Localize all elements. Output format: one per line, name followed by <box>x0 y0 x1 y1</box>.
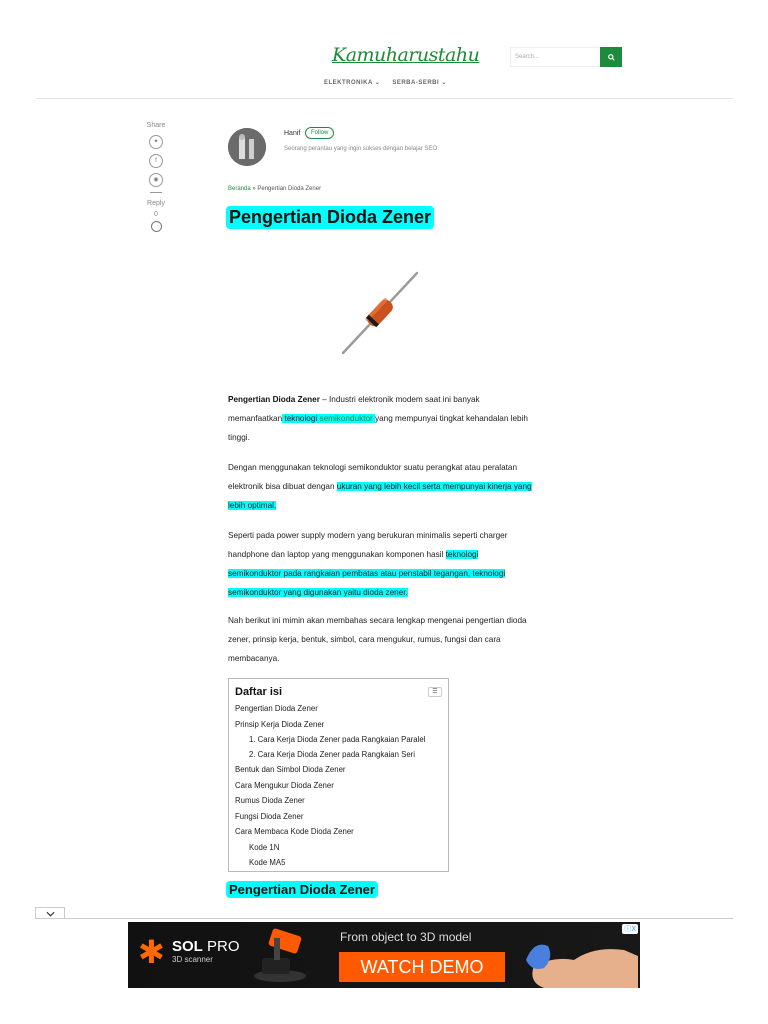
site-logo[interactable]: Kamuharustahu <box>332 44 480 66</box>
header-divider <box>36 98 733 99</box>
follow-button[interactable]: Follow <box>305 127 334 139</box>
breadcrumb-current: Pengertian Dioda Zener <box>257 186 322 192</box>
toc-item[interactable]: Bentuk dan Simbol Dioda Zener <box>235 765 346 774</box>
nav-item-elektronika[interactable]: ELEKTRONIKA ⌄ <box>324 80 381 86</box>
table-of-contents <box>228 678 449 872</box>
author-bio: Seorang perantau yang ingin sukses dengan belajar SEO <box>284 146 438 152</box>
search-button[interactable] <box>600 47 622 67</box>
ad-divider <box>36 918 733 919</box>
semikonduktor-link[interactable]: semikonduktor <box>319 414 376 423</box>
toc-item[interactable]: Prinsip Kerja Dioda Zener <box>235 719 325 729</box>
ad-choices-icon[interactable]: ⓘX <box>624 926 636 933</box>
breadcrumb <box>228 186 321 192</box>
search-input[interactable]: Search... <box>510 47 600 67</box>
toc-item[interactable]: 1. Cara Kerja Dioda Zener pada Rangkaian Paralel <box>249 735 426 744</box>
ad-subtitle: 3D scanner <box>172 955 213 964</box>
toc-item[interactable]: Kode 1N <box>249 842 280 852</box>
reply-label: Reply <box>147 200 165 207</box>
scanner-image <box>248 928 318 984</box>
facebook-icon[interactable]: f <box>149 154 163 168</box>
author-name[interactable]: Hanif <box>284 130 301 137</box>
section-heading: Pengertian Dioda Zener <box>226 881 378 898</box>
pinterest-icon[interactable]: ◉ <box>149 173 163 187</box>
sol-logo-icon: ✱ <box>138 934 165 970</box>
toc-item[interactable]: 2. Cara Kerja Dioda Zener pada Rangkaian Seri <box>249 750 415 759</box>
watch-demo-button[interactable]: WATCH DEMO <box>339 952 505 982</box>
chevron-down-icon <box>46 911 55 917</box>
avatar[interactable] <box>228 128 266 166</box>
ad-tagline: From object to 3D model <box>340 930 472 944</box>
intro-bold: Pengertian Dioda Zener <box>228 395 320 404</box>
page-title: Pengertian Dioda Zener <box>226 206 434 229</box>
intro-paragraph: Pengertian Dioda Zener – Industri elektronik modem saat ini banyak memanfaatkan teknologi semikonduktor yang mempunyai tingkat kehandalan lebih tinggi. <box>228 395 528 442</box>
toc-item[interactable]: Cara Membaca Kode Dioda Zener <box>235 827 354 836</box>
nav-item-serba-serbi[interactable]: SERBA-SERBI ⌄ <box>392 80 447 86</box>
comment-icon[interactable] <box>151 221 162 232</box>
paragraph-3: Seperti pada power supply modern yang berukuran minimalis seperti charger handphone dan laptop yang menggunakan komponen hasil teknologi semikonduktor pada rangkaian pembatas atau penstabil tegangan, teknologi semikonduktor yang digunakan yaitu dioda zener. <box>228 531 508 597</box>
toc-title: Daftar isi <box>235 686 283 698</box>
toc-item[interactable]: Fungsi Dioda Zener <box>235 811 304 821</box>
paragraph-2: Dengan menggunakan teknologi semikonduktor suatu perangkat atau peralatan elektronik bisa dibuat dengan ukuran yang lebih kecil serta mempunyai kinerja yang lebih optimal. <box>228 463 532 510</box>
banner-ad[interactable] <box>128 922 640 988</box>
toc-item[interactable]: Kode MA5 <box>249 857 286 867</box>
reply-count: 0 <box>154 211 158 218</box>
toc-toggle-icon[interactable]: ☰ <box>428 687 442 697</box>
twitter-icon[interactable]: ✦ <box>149 135 163 149</box>
breadcrumb-separator: » <box>250 186 258 192</box>
search-icon <box>608 54 615 61</box>
ad-brand: SOL PRO <box>172 938 240 955</box>
toc-item[interactable]: Cara Mengukur Dioda Zener <box>235 780 334 790</box>
main-nav <box>324 79 447 86</box>
share-divider <box>150 192 162 193</box>
toc-item[interactable]: Pengertian Dioda Zener <box>235 704 318 713</box>
toc-item[interactable]: Rumus Dioda Zener <box>235 796 305 805</box>
share-label: Share <box>146 122 166 129</box>
paragraph-4: Nah berikut ini mimin akan membahas secara lengkap mengenai pengertian dioda zener, prinsip kerja, bentuk, simbol, cara mengukur, rumus, fungsi dan cara membacanya. <box>228 616 527 663</box>
breadcrumb-home[interactable]: Beranda <box>228 186 251 192</box>
diode-image <box>335 265 425 360</box>
hand-image <box>514 926 638 988</box>
share-sidebar <box>140 122 172 232</box>
